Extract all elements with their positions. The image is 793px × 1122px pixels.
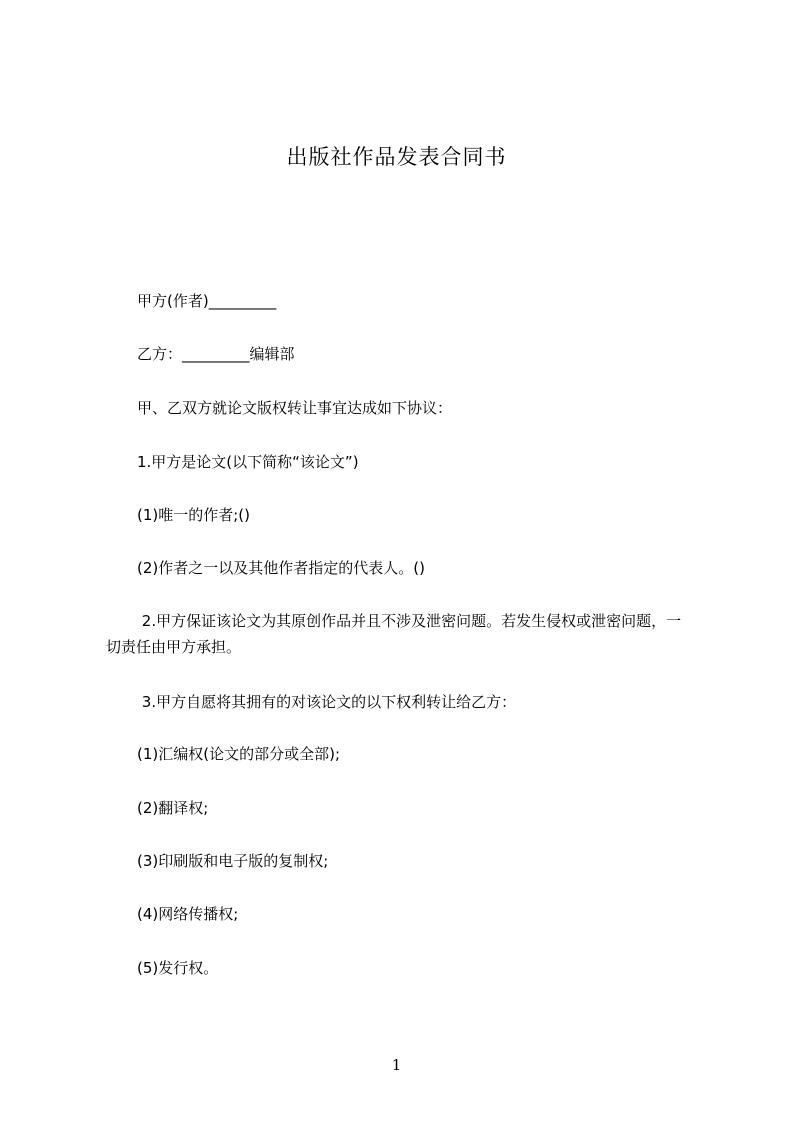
paragraph-right-4: (4)网络传播权; (137, 905, 239, 923)
paragraph-right-3: (3)印刷版和电子版的复制权; (137, 852, 329, 870)
paragraph-clause-1-option-1: (1)唯一的作者;() (137, 506, 251, 524)
paragraph-clause-1-option-2: (2)作者之一以及其他作者指定的代表人。() (137, 559, 425, 577)
paragraph-right-2: (2)翻译权; (137, 799, 209, 817)
paragraph-agreement-intro: 甲、乙双方就论文版权转让事宜达成如下协议： (137, 399, 453, 417)
paragraph-clause-3: 3.甲方自愿将其拥有的对该论文的以下权利转让给乙方： (137, 693, 517, 711)
paragraph-right-5: (5)发行权。 (137, 959, 219, 977)
page-number: 1 (391, 1056, 402, 1074)
paragraph-party-b: 乙方：_________编辑部 (137, 345, 295, 363)
paragraph-clause-2: 2.甲方保证该论文为其原创作品并且不涉及泄密问题。若发生侵权或泄密问题，一切责任由甲方承担。 (106, 612, 682, 656)
paragraph-party-a: 甲方(作者)_________ (137, 292, 277, 310)
page-title: 出版社作品发表合同书 (286, 145, 507, 169)
paragraph-clause-1: 1.甲方是论文(以下简称“该论文”) (137, 453, 359, 471)
paragraph-right-1: (1)汇编权(论文的部分或全部); (137, 745, 341, 763)
